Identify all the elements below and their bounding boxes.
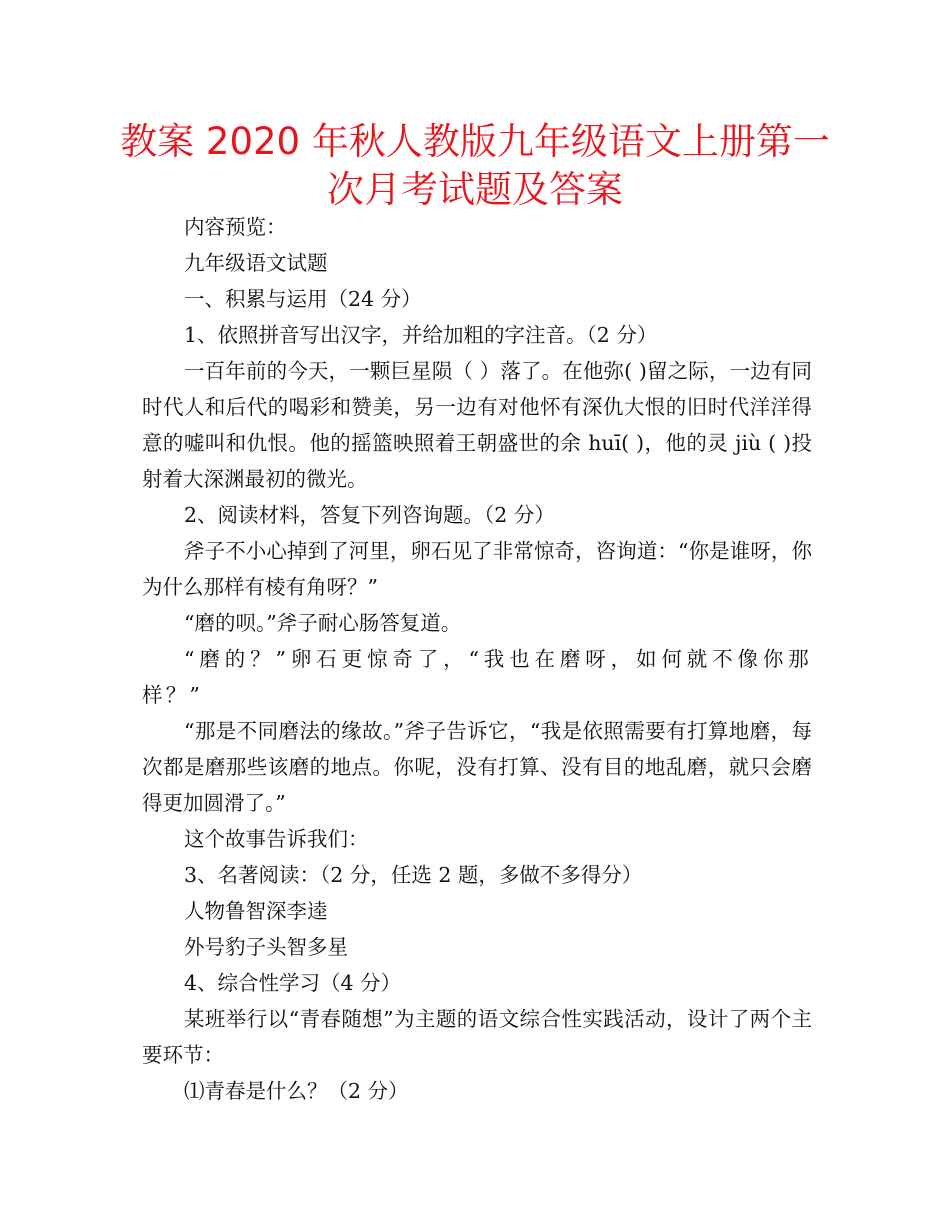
section-heading: 一、积累与运用（24 分） [184,287,422,311]
question-1: 1、依照拼音写出汉字，并给加粗的字注音。（2 分） [184,323,658,347]
title-line-2: 次月考试题及答案 [327,168,623,211]
question-1-passage: 一百年前的今天，一颗巨星陨（ ）落了。在他弥( )留之际，一边有同时代人和后代的喝彩和赞美，另一边有对他怀有深仇大恨的旧时代洋洋得意的嘘叫和仇恨。他的摇篮映照着王朝盛世的余 huī( )，他的灵 jiù ( )投射着大深渊最初的微光。 [142,359,812,491]
dialogue-line-2: “磨的？”卵石更惊奇了，“我也在磨呀，如何就不像你那样？” [142,647,812,707]
exam-heading: 九年级语文试题 [184,251,328,275]
question-2: 2、阅读材料，答复下列咨询题。（2 分） [184,503,555,527]
content-preview-label: 内容预览： [184,215,287,239]
story-moral-prompt: 这个故事告诉我们： [184,827,369,851]
dialogue-line-1: “磨的呗。”斧子耐心肠答复道。 [184,611,462,635]
question-3: 3、名著阅读：（2 分，任选 2 题，多做不多得分） [184,863,643,887]
dialogue-line-3: “那是不同磨法的缘故。”斧子告诉它，“我是依照需要有打算地磨，每次都是磨那些该磨的地点。你呢，没有打算、没有目的地乱磨，就只会磨得更加圆滑了。” [142,719,812,815]
title-line-1: 教案 2020 年秋人教版九年级语文上册第一 [120,120,830,163]
question-4-part-1: ⑴青春是什么？（2 分） [184,1079,409,1103]
document-title [100,118,850,214]
document-body [142,209,812,1109]
question-2-passage: 斧子不小心掉到了河里，卵石见了非常惊奇，咨询道：“你是谁呀，你为什么那样有棱有角呀？” [142,539,812,599]
question-4: 4、综合性学习（4 分） [184,971,402,995]
nicknames-row: 外号豹子头智多星 [184,935,348,959]
characters-row: 人物鲁智深李逵 [184,899,328,923]
question-4-passage: 某班举行以“青春随想”为主题的语文综合性实践活动，设计了两个主要环节： [142,1007,812,1067]
